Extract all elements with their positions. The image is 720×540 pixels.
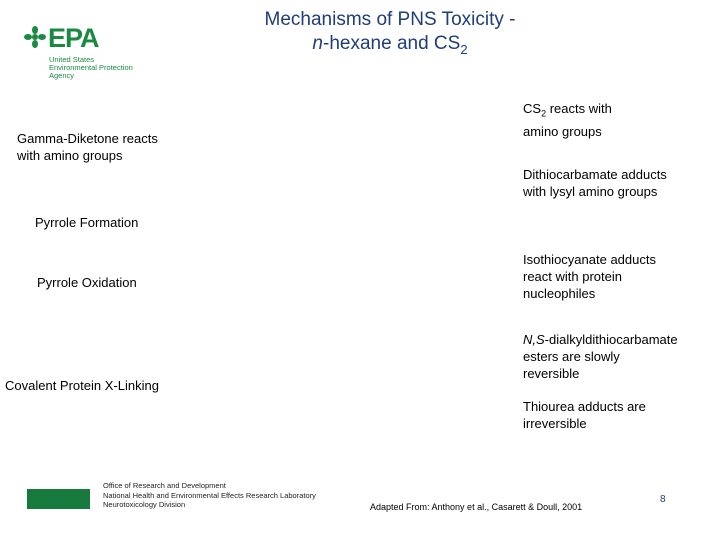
title-line-2: n-hexane and $CS_2$	[312, 33, 468, 57]
slide-title	[190, 8, 590, 62]
pyrrole-oxidation-text: Pyrrole Oxidation	[37, 275, 137, 290]
cs2-reacts-text: $CS_2$ reacts with amino groups	[523, 101, 612, 139]
page-number: 8	[660, 494, 666, 505]
thiourea-text: Thiourea adducts are irreversible	[523, 399, 646, 431]
title-line-1: Mechanisms of PNS Toxicity -	[264, 9, 516, 30]
dialkyldithiocarbamate-text: N,S-dialkyldithiocarbamate esters are slowly reversible	[523, 332, 678, 381]
footer-org-text: Office of Research and Development National Health and Environmental Effects Research Laboratory Neurotoxicology Division	[103, 481, 316, 509]
isothiocyanate-text: Isothiocyanate adducts react with protein nucleophiles	[523, 252, 656, 301]
epa-logo	[24, 22, 164, 82]
footer-green-bar	[27, 489, 90, 509]
epa-agency-name: United States Environmental Protection Agency	[49, 55, 133, 80]
dithiocarbamate-text: Dithiocarbamate adducts with lysyl amino groups	[523, 167, 667, 199]
epa-flower-icon	[24, 26, 46, 48]
pyrrole-formation-text: Pyrrole Formation	[35, 215, 139, 230]
covalent-crosslinking-text: Covalent Protein X-Linking	[5, 378, 159, 393]
citation-text: Adapted From: Anthony et al., Casarett & Doull, 2001	[370, 502, 583, 512]
epa-wordmark: EPA	[48, 23, 99, 53]
gamma-diketone-text: Gamma-Diketone reacts with amino groups	[17, 131, 158, 163]
